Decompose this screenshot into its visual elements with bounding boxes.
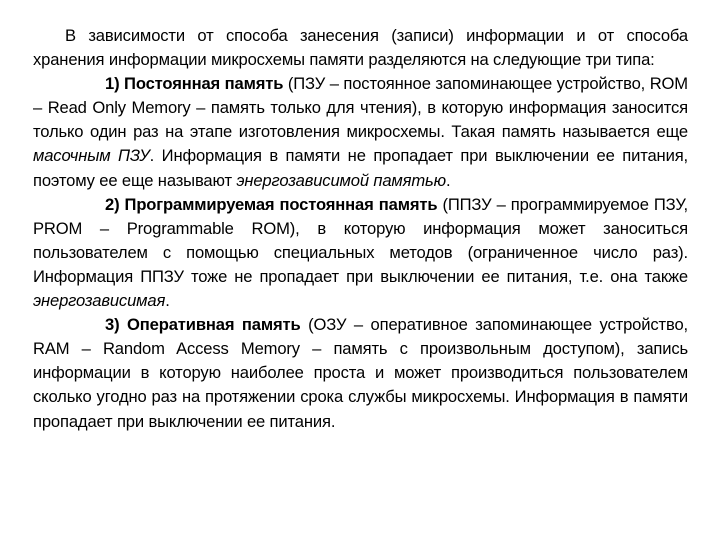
item-prom-heading: 2) Программируемая постоянная память	[105, 194, 438, 214]
item-prom-text-1: (ППЗУ – программируемое ПЗУ, PROM – Programmable ROM), в которую информация может заноситься пользователем с помощью специальных методов (ограниченное число раз). Информация ППЗУ тоже не пропадает при выключении ее питания, т.е. она также	[33, 194, 688, 286]
item-rom-text-3: .	[445, 170, 451, 190]
item-ram-heading: 3) Оперативная память	[105, 315, 301, 335]
item-ram-text-1: (ОЗУ – оперативное запоминающее устройство, RAM – Random Access Memory – память с произвольным доступом), запись информации в которую наиболее проста и может производиться пользователем сколько угодно раз на протяжении срока службы микросхемы. Информация в памяти пропадает при выключении ее питания.	[33, 315, 688, 431]
item-rom-text-1: (ПЗУ – постоянное запоминающее устройство, ROM – Read Only Memory – память только для чтения), в которую информация заносится только один раз на этапе изготовления микросхемы. Такая память называется еще	[33, 74, 688, 142]
item-prom-paragraph	[33, 193, 688, 313]
item-rom-emphasis-2: энергозависимой памятью	[236, 170, 446, 190]
intro-paragraph	[33, 24, 688, 72]
item-rom-paragraph	[33, 72, 688, 192]
item-prom-emphasis-1: энергозависимая	[33, 291, 166, 311]
document-body	[33, 24, 688, 434]
item-ram-paragraph	[33, 313, 688, 433]
item-prom-text-2: .	[165, 291, 170, 311]
item-rom-text-2: . Информация в памяти не пропадает при выключении ее питания, поэтому ее еще называют	[33, 146, 688, 190]
intro-text: В зависимости от способа занесения (записи) информации и от способа хранения информации микросхемы памяти разделяются на следующие три типа:	[33, 26, 688, 70]
item-rom-emphasis-1: масочным ПЗУ	[33, 146, 150, 166]
item-rom-heading: 1) Постоянная память	[105, 74, 284, 94]
